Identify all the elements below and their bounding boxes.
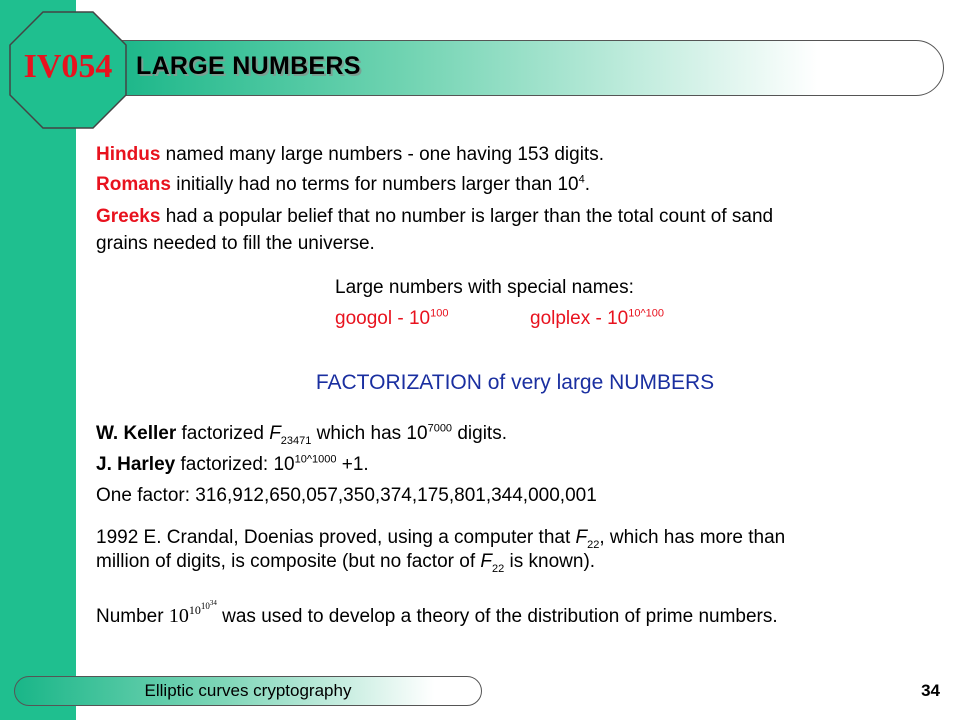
factorization-heading: FACTORIZATION of very large NUMBERS <box>315 371 715 394</box>
history-greeks-line2: grains needed to fill the universe. <box>96 233 375 254</box>
golplex-entry: golplex - $10^{10\^{}100}$ <box>530 307 664 329</box>
history-greeks-line1: Greeks had a popular belief that no number is larger than the total count of sand <box>96 206 774 227</box>
slide-title: LARGE NUMBERS <box>136 52 361 80</box>
history-hindus: Hindus named many large numbers - one having 153 digits. <box>96 144 604 165</box>
footer-course-title: Elliptic curves cryptography <box>144 681 352 700</box>
special-names-heading: Large numbers with special names: <box>335 277 634 298</box>
tower-number: $10^{10^{10^{34}}}$ <box>168 599 217 627</box>
keller-line: W. Keller factorized $F_{23471}$ which has $10^{7000}$ digits. <box>96 422 507 447</box>
number-line: Number $10^{10^{10^{34}}}$ was used to develop a theory of the distribution of prime numbers. <box>96 599 778 627</box>
page-number: 34 <box>921 681 940 700</box>
googol-entry: googol - $10^{100}$ <box>335 307 449 329</box>
course-code-badge: IV054 <box>23 48 113 85</box>
history-romans: Romans initially had no terms for numbers larger than $10^4$. <box>96 173 591 195</box>
factor-line: One factor: 316,912,650,057,350,374,175,801,344,000,001 <box>96 485 597 506</box>
harley-line: J. Harley factorized: $10^{10\^{}1000} +1$. <box>96 453 369 475</box>
crandal-paragraph: 1992 E. Crandal, Doenias proved, using a computer that $F_{22}$, which has more than million of digits, is composite (but no factor of $F_{22}$ is known). <box>96 527 786 575</box>
